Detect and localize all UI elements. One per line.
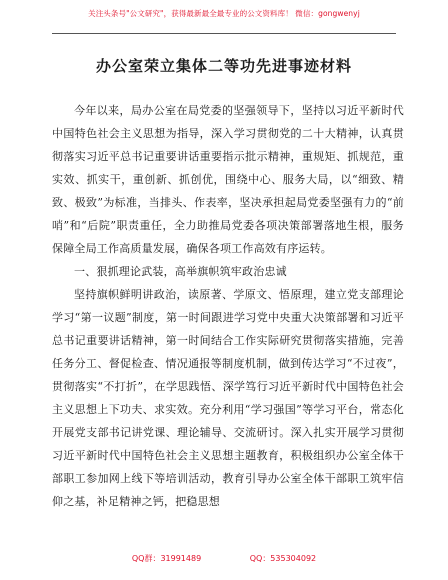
top-banner: 关注头条号"公文研究"，获得最新最全最专业的公文资料库！ 微信：gongwenyj <box>88 9 360 18</box>
section-heading-1: 一、狠抓理论武装，高举旗帜筑牢政治忠诚 <box>74 265 287 278</box>
document-body <box>52 99 404 513</box>
footer-qq-group: QQ群：31991489 <box>131 554 202 563</box>
paragraph-section-1: 坚持旗帜鲜明讲政治，读原著、学原文、悟原理，建立党支部理论学习“第一议题”制度，第一时间跟进学习党中央重大决策部署和习近平总书记重要讲话精神，第一时间结合工作实际研究贯彻落实措施，完善任务分工、督促检查、情况通报等制度机制，做到传达学习“不过夜”，贯彻落实“不打折”，在学思践悟、深学笃行习近平新时代中国特色社会主义思想上下功夫、求实效。充分利用“学习强国”等学习平台，常态化开展党支部书记讲党课、理论辅导、交流研讨。深入扎实开展学习贯彻习近平新时代中国特色社会主义思想主题教育，积极组织办公室全体干部职工参加网上线下等培训活动，教育引导办公室全体干部职工筑牢信仰之基，补足精神之钙，把稳思想 <box>52 288 404 508</box>
footer-contacts <box>0 553 448 564</box>
document-title: 办公室荣立集体二等功先进事迹材料 <box>95 57 352 75</box>
paragraph-intro: 今年以来，局办公室在局党委的坚强领导下，坚持以习近平新时代中国特色社会主义思想为指导，深入学习贯彻党的二十大精神，认真贯彻落实习近平总书记重要讲话重要指示批示精神，重规矩、抓规范，重实效、抓实干，重创新、抓创优，围绕中心、服务大局，以“细致、精致、极致”为标准，当排头、作表率，坚决承担起局党委坚强有力的“前哨”和“后院”职责重任，全力助推局党委各项决策部署落地生根，服务保障全局工作高质量发展，确保各项工作高效有序运转。 <box>52 104 404 255</box>
header-divider <box>52 33 396 34</box>
footer-qq: QQ：535304092 <box>249 554 317 563</box>
